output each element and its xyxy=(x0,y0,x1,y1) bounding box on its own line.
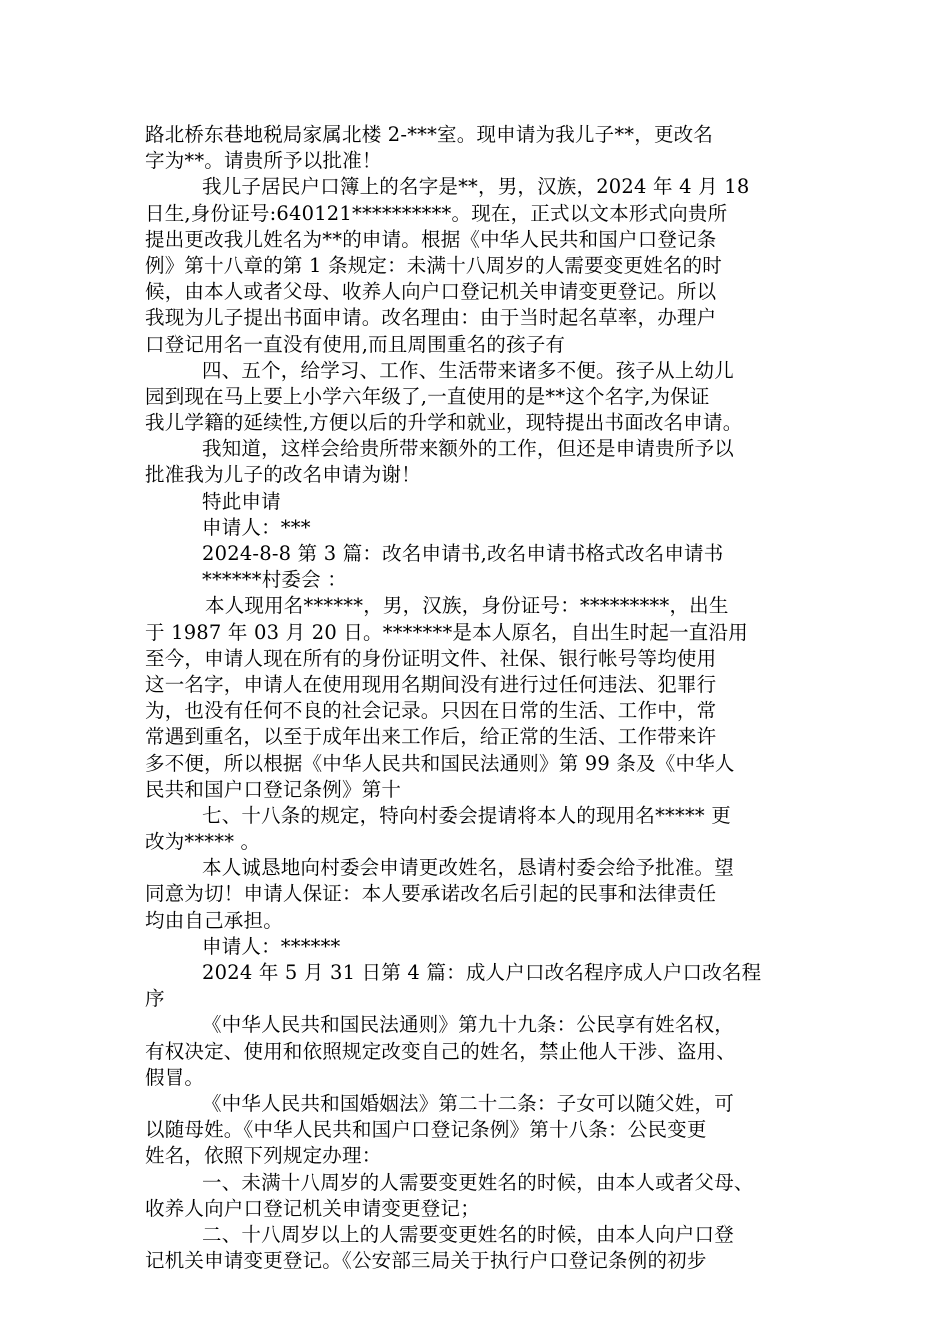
text-line: 四、五个，给学习、工作、生活带来诸多不便。孩子从上幼儿 xyxy=(202,358,734,382)
text-line: 2024 年 5 月 31 日第 4 篇：成人户口改名程序成人户口改名程 xyxy=(202,961,762,984)
text-line: 例》第十八章的第 1 条规定：未满十八周岁的人需要变更姓名的时 xyxy=(145,253,723,277)
text-line: 我知道，这样会给贵所带来额外的工作，但还是申请贵所予以 xyxy=(202,437,734,461)
text-line: 路北桥东巷地税局家属北楼 2-***室。现申请为我儿子**，更改名 xyxy=(145,123,714,146)
text-line: 候，由本人或者父母、收养人向户口登记机关申请变更登记。所以 xyxy=(145,280,717,304)
text-line: 多不便，所以根据《中华人民共和国民法通则》第 99 条及《中华人 xyxy=(145,751,735,775)
text-line: 均由自己承担。 xyxy=(145,908,283,932)
text-line: 为，也没有任何不良的社会记录。只因在日常的生活、工作中，常 xyxy=(145,699,717,723)
text-line: 我现为儿子提出书面申请。改名理由：由于当时起名草率，办理户 xyxy=(145,306,717,330)
text-line: 批准我为儿子的改名申请为谢！ xyxy=(145,463,421,487)
text-line: 日生,身份证号:640121**********。现在，正式以文本形式向贵所 xyxy=(145,201,728,225)
text-line: 常遇到重名，以至于成年出来工作后，给正常的生活、工作带来许 xyxy=(145,725,717,749)
text-line: 特此申请 xyxy=(202,489,281,513)
text-line: 假冒。 xyxy=(145,1065,205,1089)
text-line: 《中华人民共和国婚姻法》第二十二条：子女可以随父姓，可 xyxy=(202,1091,734,1115)
text-line: 口登记用名一直没有使用,而且周围重名的孩子有 xyxy=(145,332,566,356)
text-line: 收养人向户口登记机关申请变更登记； xyxy=(145,1196,480,1220)
text-line: 字为**。请贵所予以批准！ xyxy=(145,149,382,173)
text-line: 于 1987 年 03 月 20 日。*******是本人原名，自出生时起一直沿用 xyxy=(145,620,748,644)
text-line: 二、十八周岁以上的人需要变更姓名的时候，由本人向户口登 xyxy=(202,1222,734,1246)
text-line: 申请人：****** xyxy=(202,934,341,958)
text-line: 姓名，依照下列规定办理： xyxy=(145,1144,382,1168)
text-line: 2024-8-8 第 3 篇：改名申请书,改名申请书格式改名申请书 xyxy=(202,542,724,565)
text-line: 改为***** 。 xyxy=(145,830,261,854)
text-line: 七、十八条的规定，特向村委会提请将本人的现用名***** 更 xyxy=(202,803,731,827)
text-line: 提出更改我儿姓名为**的申请。根据《中华人民共和国户口登记条 xyxy=(145,227,717,251)
text-line: 同意为切！申请人保证：本人要承诺改名后引起的民事和法律责任 xyxy=(145,882,717,906)
text-line: 有权决定、使用和依照规定改变自己的姓名，禁止他人干涉、盗用、 xyxy=(145,1039,737,1063)
text-line: ******村委会 ： xyxy=(202,568,347,592)
text-line: 这一名字，申请人在使用现用名期间没有进行过任何违法、犯罪行 xyxy=(145,672,717,696)
text-line: 序 xyxy=(145,987,165,1011)
text-line: 申请人：*** xyxy=(202,515,311,539)
text-line: 园到现在马上要上小学六年级了,一直使用的是**这个名字,为保证 xyxy=(145,384,710,408)
text-line: 民共和国户口登记条例》第十 xyxy=(145,777,402,801)
text-line: 一、未满十八周岁的人需要变更姓名的时候，由本人或者父母、 xyxy=(202,1170,754,1194)
text-line: 我儿学籍的延续性,方便以后的升学和就业，现特提出书面改名申请。 xyxy=(145,411,743,435)
text-line: 本人诚恳地向村委会申请更改姓名，恳请村委会给予批准。望 xyxy=(202,856,734,880)
text-line: 记机关申请变更登记。《公安部三局关于执行户口登记条例的初步 xyxy=(145,1249,707,1273)
text-line: 《中华人民共和国民法通则》第九十九条：公民享有姓名权， xyxy=(202,1013,734,1037)
text-line: 我儿子居民户口簿上的名字是**，男，汉族，2024 年 4 月 18 xyxy=(202,175,750,199)
text-line: 以随母姓。《中华人民共和国户口登记条例》第十八条：公民变更 xyxy=(145,1118,707,1142)
text-line: 至今，申请人现在所有的身份证明文件、社保、银行帐号等均使用 xyxy=(145,646,717,670)
document-body xyxy=(145,122,815,1274)
text-line: 本人现用名******，男，汉族，身份证号：*********，出生 xyxy=(205,594,729,618)
